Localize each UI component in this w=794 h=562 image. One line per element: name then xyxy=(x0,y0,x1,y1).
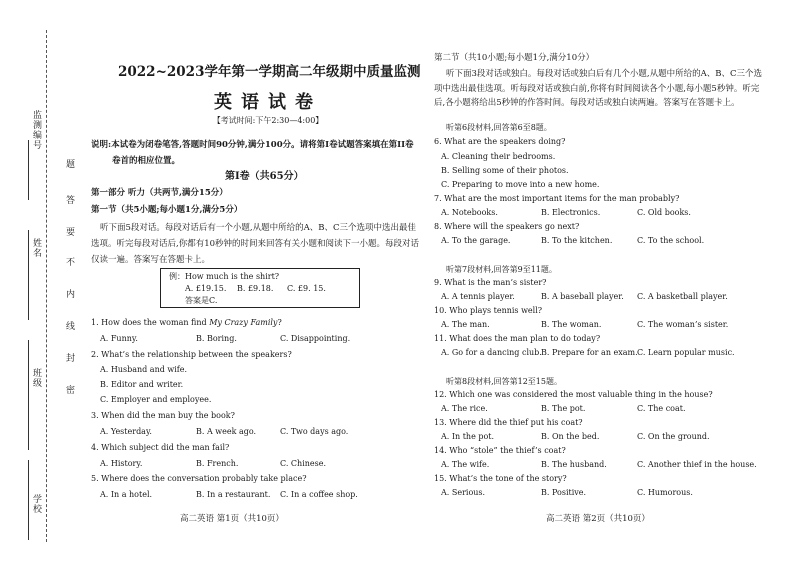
option-a: A. Cleaning their bedrooms. xyxy=(441,152,556,161)
option-b: B. To the kitchen. xyxy=(541,236,613,245)
option-c: C. On the ground. xyxy=(637,432,710,441)
option-a: A. The rice. xyxy=(441,404,488,413)
part1-title: 第一部分 听力（共两节,满分15分） xyxy=(91,188,228,198)
question-8: 8. Where will the speakers go next? xyxy=(434,222,580,231)
name-label: 姓名 xyxy=(31,238,41,258)
option-b: B. Positive. xyxy=(541,488,587,497)
example-box xyxy=(160,268,360,308)
example-option-b: B. £9.18. xyxy=(237,284,274,293)
option-c: C. The coat. xyxy=(637,404,686,413)
option-c: C. The woman’s sister. xyxy=(637,320,729,329)
option-c: C. Another thief in the house. xyxy=(637,460,757,469)
option-c: C. Disappointing. xyxy=(280,334,351,343)
exam-title: 2022~2023学年第一学期高二年级期中质量监测 xyxy=(118,64,421,80)
sec2-direction: 后,各小题将给出5秒钟的作答时间。每段对话或独白读两遍。答案写在答题卡上。 xyxy=(434,98,740,108)
sec1-direction: 听下面5段对话。每段对话后有一个小题,从题中所给的A、B、C三个选项中选出最佳 xyxy=(100,223,417,233)
sec1-direction: 选项。听完每段对话后,你都有10秒钟的时间来回答有关小题和阅读下一小题。每段对话 xyxy=(91,239,420,249)
option-a: A. Serious. xyxy=(441,488,486,497)
option-c: C. Chinese. xyxy=(280,459,327,468)
option-a: A. Yesterday. xyxy=(100,427,152,436)
option-b: B. On the bed. xyxy=(541,432,600,441)
seal-char: 要 xyxy=(66,228,76,238)
question-13: 13. Where did the thief put his coat? xyxy=(434,418,583,427)
question-5: 5. Where does the conversation probably take place? xyxy=(91,474,307,483)
question-2: 2. What’s the relationship between the speakers? xyxy=(91,350,292,359)
option-c: C. In a coffee shop. xyxy=(280,490,358,499)
option-a: A. Notebooks. xyxy=(441,208,498,217)
option-a: A. In the pot. xyxy=(441,432,495,441)
option-b: B. A baseball player. xyxy=(541,292,624,301)
option-a: A. History. xyxy=(100,459,143,468)
binding-strip xyxy=(0,0,84,562)
option-b: B. Selling some of their photos. xyxy=(441,166,569,175)
group-intro: 听第8段材料,回答第12至15题。 xyxy=(446,377,562,386)
option-a: A. In a hotel. xyxy=(100,490,153,499)
sec1-title: 第一节（共5小题;每小题1分,满分5分） xyxy=(91,205,243,215)
option-b: B. A week ago. xyxy=(196,427,257,436)
option-b: B. French. xyxy=(196,459,239,468)
option-b: B. Electronics. xyxy=(541,208,601,217)
exam-time: 【考试时间:下午2:30—4:00】 xyxy=(212,116,324,125)
option-a: A. The wife. xyxy=(441,460,490,469)
exam-no-label: 监测编号 xyxy=(31,110,41,150)
question-4: 4. Which subject did the man fail? xyxy=(91,443,230,452)
question-14: 14. Who “stole” the thief’s coat? xyxy=(434,446,566,455)
instructions-line1: 说明:本试卷为闭卷笔答,答题时间90分钟,满分100分。请将第I卷试题答案填在第II卷 xyxy=(91,140,414,150)
question-11: 11. What does the man plan to do today? xyxy=(434,334,601,343)
option-b: B. Boring. xyxy=(196,334,237,343)
name-underline xyxy=(28,230,29,320)
question-text: 1. How does the woman find xyxy=(91,318,210,327)
school-underline xyxy=(28,460,29,540)
sec1-direction: 仅读一遍。答案写在答题卡上。 xyxy=(91,255,211,265)
seal-char: 不 xyxy=(66,258,76,268)
question-9: 9. What is the man’s sister? xyxy=(434,278,547,287)
option-a: A. Husband and wife. xyxy=(100,365,188,374)
option-a: A. To the garage. xyxy=(441,236,511,245)
example-option-a: A. £19.15. xyxy=(185,284,227,293)
question-7: 7. What are the most important items for the man probably? xyxy=(434,194,680,203)
page-footer-right: 高二英语 第2页（共10页） xyxy=(546,514,650,524)
section1-title: 第I卷（共65分） xyxy=(225,171,304,182)
option-a: A. Funny. xyxy=(100,334,138,343)
question-6: 6. What are the speakers doing? xyxy=(434,137,566,146)
seal-char: 封 xyxy=(66,354,76,364)
class-underline xyxy=(28,340,29,450)
seal-char: 题 xyxy=(66,160,76,170)
sec2-direction: 项中选出最佳选项。听每段对话或独白前,你将有时间阅读各个小题,每小题5秒钟。听完 xyxy=(434,84,760,94)
option-b: B. The pot. xyxy=(541,404,586,413)
question-1 xyxy=(91,318,282,327)
option-b: B. The husband. xyxy=(541,460,607,469)
option-c: C. Old books. xyxy=(637,208,691,217)
question-title-italic: My Crazy Family xyxy=(209,318,278,327)
exam-no-underline xyxy=(28,140,29,200)
option-c: C. Preparing to move into a new home. xyxy=(441,180,600,189)
question-12: 12. Which one was considered the most valuable thing in the house? xyxy=(434,390,713,399)
group-intro: 听第7段材料,回答第9至11题。 xyxy=(446,265,557,274)
example-question: 例：How much is the shirt? xyxy=(169,272,280,281)
option-b: B. In a restaurant. xyxy=(196,490,271,499)
example-answer: 答案是C. xyxy=(185,296,218,305)
option-c: C. Employer and employee. xyxy=(100,395,212,404)
option-c: C. Humorous. xyxy=(637,488,693,497)
option-c: C. Learn popular music. xyxy=(637,348,735,357)
option-b: B. Editor and writer. xyxy=(100,380,184,389)
question-3: 3. When did the man buy the book? xyxy=(91,411,235,420)
option-a: A. Go for a dancing club. xyxy=(441,348,542,357)
example-option-c: C. £9. 15. xyxy=(287,284,326,293)
seal-char: 密 xyxy=(66,386,76,396)
seal-char: 线 xyxy=(66,322,76,332)
page-footer-left: 高二英语 第1页（共10页） xyxy=(180,514,284,524)
sec2-direction: 听下面3段对话或独白。每段对话或独白后有几个小题,从题中所给的A、B、C三个选 xyxy=(446,69,763,79)
option-b: B. Prepare for an exam. xyxy=(541,348,638,357)
seal-line xyxy=(46,30,47,542)
option-a: A. A tennis player. xyxy=(441,292,515,301)
section2-title: 第二节（共10小题;每小题1分,满分10分） xyxy=(434,53,595,63)
instructions-line2: 卷首的相应位置。 xyxy=(112,156,181,166)
question-10: 10. Who plays tennis well? xyxy=(434,306,543,315)
question-15: 15. What’s the tone of the story? xyxy=(434,474,567,483)
subject-title: 英语试卷 xyxy=(214,92,322,113)
group-intro: 听第6段材料,回答第6至8题。 xyxy=(446,123,552,132)
option-c: C. Two days ago. xyxy=(280,427,349,436)
class-label: 班级 xyxy=(31,368,41,388)
seal-char: 内 xyxy=(66,290,76,300)
question-end: ? xyxy=(277,318,282,327)
option-a: A. The man. xyxy=(441,320,490,329)
seal-char: 答 xyxy=(66,196,76,206)
option-c: C. A basketball player. xyxy=(637,292,728,301)
school-label: 学校 xyxy=(31,494,41,514)
option-c: C. To the school. xyxy=(637,236,705,245)
option-b: B. The woman. xyxy=(541,320,602,329)
